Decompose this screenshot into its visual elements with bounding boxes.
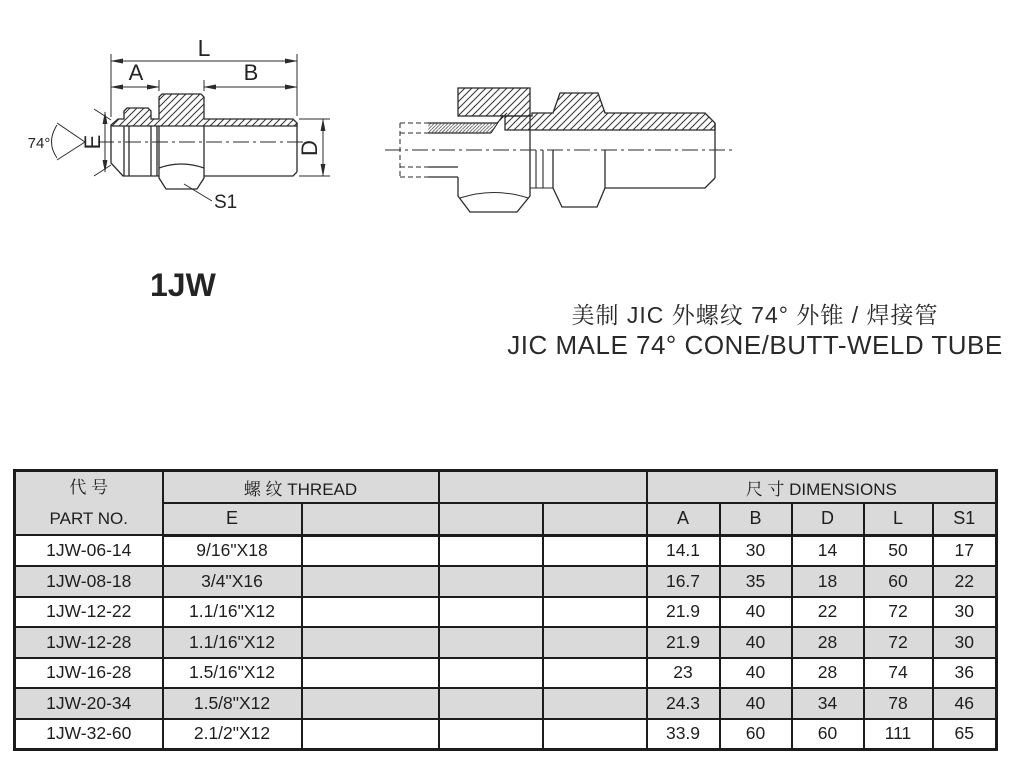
model-code: 1JW [150, 267, 216, 303]
cell-dim-s1: 22 [933, 566, 997, 597]
cell-blank2 [439, 566, 543, 597]
cell-dim-l: 72 [864, 597, 933, 628]
cell-dim-s1: 46 [933, 688, 997, 719]
subheader-s1: S1 [933, 503, 997, 535]
cell-thread-e: 1.1/16"X12 [163, 597, 302, 628]
product-title-zh: 美制 JIC 外螺纹 74° 外锥 / 焊接管 [571, 302, 939, 328]
cell-dim-d: 34 [792, 688, 864, 719]
cell-blank2 [439, 719, 543, 750]
dim-label-E: E [80, 134, 105, 150]
left-view [28, 35, 330, 213]
cell-dim-s1: 30 [933, 597, 997, 628]
cell-dim-s1: 17 [933, 535, 997, 566]
subheader-e: E [163, 503, 302, 535]
cell-dim-s1: 36 [933, 658, 997, 689]
cell-blank3 [543, 535, 647, 566]
cell-part-no: 1JW-12-22 [15, 597, 163, 628]
cell-dim-l: 111 [864, 719, 933, 750]
table-row [15, 658, 997, 689]
cell-blank2 [439, 658, 543, 689]
cell-dim-a: 14.1 [647, 535, 720, 566]
cell-blank1 [302, 597, 439, 628]
header-part-no-zh: 代 号 [69, 478, 109, 497]
subheader-blank3 [543, 503, 647, 535]
cell-blank2 [439, 627, 543, 658]
cell-dim-d: 60 [792, 719, 864, 750]
subheader-blank1 [302, 503, 439, 535]
cell-part-no: 1JW-12-28 [15, 627, 163, 658]
cell-blank1 [302, 566, 439, 597]
cell-blank1 [302, 627, 439, 658]
cell-blank3 [543, 658, 647, 689]
dim-label-D: D [297, 140, 322, 156]
right-view [385, 88, 735, 212]
cell-blank3 [543, 627, 647, 658]
cell-dim-a: 23 [647, 658, 720, 689]
cell-dim-b: 40 [720, 688, 792, 719]
cell-thread-e: 1.1/16"X12 [163, 627, 302, 658]
cell-part-no: 1JW-20-34 [15, 688, 163, 719]
cell-dim-d: 22 [792, 597, 864, 628]
dim-label-B: B [243, 60, 259, 85]
nut-section [458, 88, 530, 116]
cell-blank2 [439, 535, 543, 566]
cell-dim-a: 24.3 [647, 688, 720, 719]
body-section [505, 93, 715, 130]
header-thread: 螺 纹 THREAD [163, 471, 439, 504]
table-row [15, 566, 997, 597]
cell-thread-e: 2.1/2"X12 [163, 719, 302, 750]
cell-dim-l: 78 [864, 688, 933, 719]
cell-dim-d: 14 [792, 535, 864, 566]
subheader-blank2 [439, 503, 543, 535]
cell-dim-l: 74 [864, 658, 933, 689]
table-row [15, 688, 997, 719]
cell-blank1 [302, 658, 439, 689]
cell-dim-b: 60 [720, 719, 792, 750]
cell-blank1 [302, 719, 439, 750]
cone-angle-label: 74° [27, 135, 51, 152]
table-row [15, 535, 997, 566]
cell-dim-b: 30 [720, 535, 792, 566]
subheader-a: A [647, 503, 720, 535]
product-title [498, 300, 1012, 360]
header-part-no-en: PART NO. [49, 509, 128, 528]
cell-thread-e: 3/4"X16 [163, 566, 302, 597]
dim-label-L: L [197, 35, 211, 61]
cell-part-no: 1JW-08-18 [15, 566, 163, 597]
weld-tube [400, 113, 507, 177]
cell-thread-e: 9/16"X18 [163, 535, 302, 566]
cell-blank2 [439, 688, 543, 719]
cell-dim-a: 33.9 [647, 719, 720, 750]
cell-dim-d: 28 [792, 627, 864, 658]
dim-label-A: A [128, 60, 144, 85]
cell-dim-d: 18 [792, 566, 864, 597]
dimensions-table [13, 469, 998, 751]
cell-thread-e: 1.5/8"X12 [163, 688, 302, 719]
cell-blank2 [439, 597, 543, 628]
cell-blank3 [543, 719, 647, 750]
cell-blank3 [543, 688, 647, 719]
header-dimensions: 尺 寸 DIMENSIONS [647, 471, 997, 504]
table-body [15, 535, 997, 750]
table-row [15, 597, 997, 628]
cell-blank3 [543, 597, 647, 628]
cell-dim-l: 72 [864, 627, 933, 658]
cell-dim-b: 35 [720, 566, 792, 597]
cell-dim-a: 21.9 [647, 597, 720, 628]
cell-dim-a: 16.7 [647, 566, 720, 597]
cell-part-no: 1JW-16-28 [15, 658, 163, 689]
header-blank-group [439, 471, 647, 504]
cell-dim-l: 50 [864, 535, 933, 566]
cell-part-no: 1JW-06-14 [15, 535, 163, 566]
cell-dim-l: 60 [864, 566, 933, 597]
subheader-d: D [792, 503, 864, 535]
product-title-en: JIC MALE 74° CONE/BUTT-WELD TUBE [507, 330, 1003, 360]
cell-blank3 [543, 566, 647, 597]
cell-dim-b: 40 [720, 658, 792, 689]
cell-dim-a: 21.9 [647, 627, 720, 658]
cell-part-no: 1JW-32-60 [15, 719, 163, 750]
table-row [15, 719, 997, 750]
header-part-no [15, 471, 163, 536]
cell-thread-e: 1.5/16"X12 [163, 658, 302, 689]
table-row [15, 627, 997, 658]
subheader-b: B [720, 503, 792, 535]
cell-dim-b: 40 [720, 627, 792, 658]
subheader-l: L [864, 503, 933, 535]
cell-dim-s1: 30 [933, 627, 997, 658]
cell-blank1 [302, 688, 439, 719]
cell-dim-s1: 65 [933, 719, 997, 750]
dim-label-S1: S1 [214, 192, 238, 213]
left-view-section [111, 94, 297, 126]
cell-blank1 [302, 535, 439, 566]
cell-dim-d: 28 [792, 658, 864, 689]
cell-dim-b: 40 [720, 597, 792, 628]
